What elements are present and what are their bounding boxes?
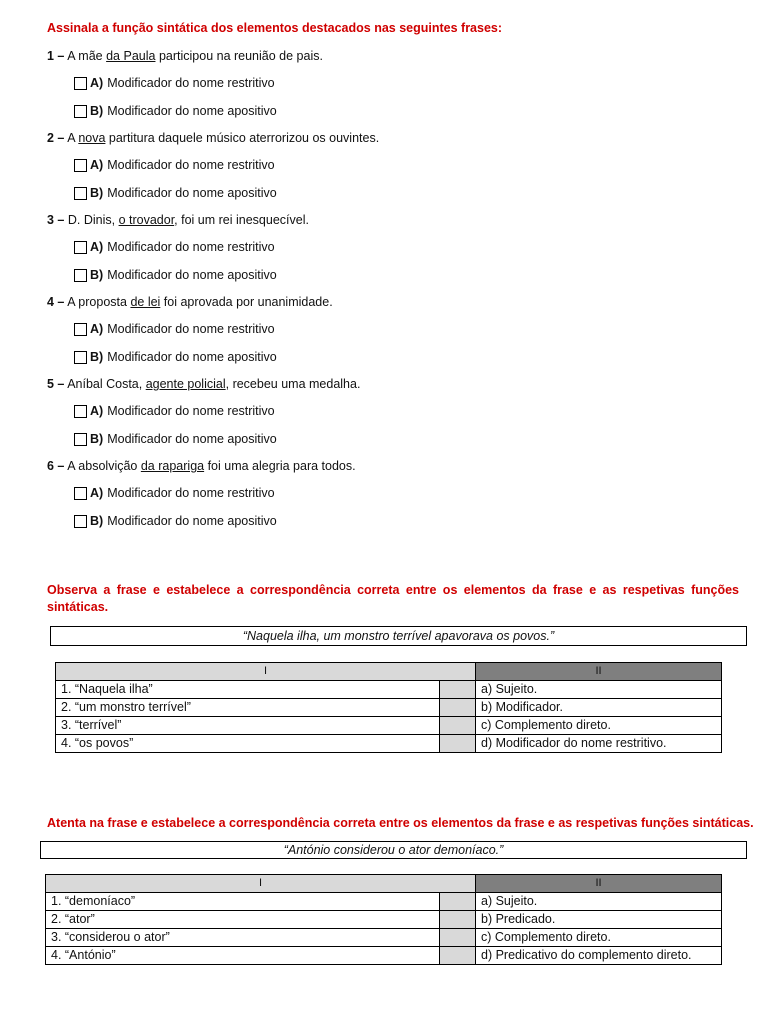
option-letter: B) (90, 186, 104, 200)
question-1 (47, 49, 323, 63)
table-cell-left: 2. “um monstro terrível” (56, 699, 440, 717)
option-text: Modificador do nome restritivo (107, 404, 275, 418)
question-number: 1 – (47, 49, 65, 63)
answer-cell[interactable] (440, 947, 476, 965)
question-3 (47, 213, 309, 227)
checkbox[interactable] (74, 187, 87, 200)
table-cell-right: a) Sujeito. (476, 681, 722, 699)
table-cell-left: 3. “terrível” (56, 717, 440, 735)
checkbox[interactable] (74, 269, 87, 282)
question-text-pre: D. Dinis, (67, 213, 119, 227)
highlighted-element: de lei (130, 295, 161, 309)
section2-title: Observa a frase e estabelece a correspondência correta entre os elementos da frase e as respetivas funções sintáticas. (47, 583, 739, 614)
option-letter: A) (90, 240, 104, 254)
question-text-pre: A proposta (67, 295, 131, 309)
option-letter: B) (90, 350, 104, 364)
option-letter: A) (90, 76, 104, 90)
option-text: Modificador do nome apositivo (107, 350, 277, 364)
checkbox[interactable] (74, 487, 87, 500)
checkbox[interactable] (74, 105, 87, 118)
checkbox[interactable] (74, 159, 87, 172)
question-5 (47, 377, 360, 391)
option-b[interactable] (74, 186, 277, 200)
checkbox[interactable] (74, 515, 87, 528)
option-letter: B) (90, 514, 104, 528)
option-a[interactable] (74, 158, 275, 172)
highlighted-element: agente policial (145, 377, 226, 391)
section3-title: Atenta na frase e estabelece a correspondência correta entre os elementos da frase e as respetivas funções sintáticas. (47, 816, 754, 830)
answer-cell[interactable] (440, 929, 476, 947)
question-text-post: participou na reunião de pais. (155, 49, 323, 63)
option-b[interactable] (74, 514, 277, 528)
section3-matching-table (45, 874, 722, 965)
question-number: 3 – (47, 213, 65, 227)
highlighted-element: da Paula (106, 49, 156, 63)
question-text-pre: A absolvição (67, 459, 141, 473)
table-cell-right: d) Modificador do nome restritivo. (476, 735, 722, 753)
option-a[interactable] (74, 486, 275, 500)
table-cell-left: 1. “Naquela ilha” (56, 681, 440, 699)
table-cell-left: 4. “os povos” (56, 735, 440, 753)
option-text: Modificador do nome apositivo (107, 268, 277, 282)
table-cell-left: 3. “considerou o ator” (46, 929, 440, 947)
answer-cell[interactable] (440, 735, 476, 753)
column-header-i: I (56, 663, 476, 681)
question-text-post: foi uma alegria para todos. (204, 459, 356, 473)
question-number: 6 – (47, 459, 65, 473)
question-6 (47, 459, 356, 473)
question-text-post: , recebeu uma medalha. (225, 377, 361, 391)
option-letter: A) (90, 404, 104, 418)
option-letter: B) (90, 432, 104, 446)
highlighted-element: da rapariga (140, 459, 205, 473)
highlighted-element: nova (78, 131, 106, 145)
column-header-ii: II (476, 663, 722, 681)
question-text-pre: A (67, 131, 79, 145)
table-cell-left: 1. “demoníaco” (46, 893, 440, 911)
answer-cell[interactable] (440, 681, 476, 699)
checkbox[interactable] (74, 241, 87, 254)
option-a[interactable] (74, 322, 275, 336)
table-cell-left: 2. “ator” (46, 911, 440, 929)
option-text: Modificador do nome restritivo (107, 322, 275, 336)
table-cell-left: 4. “António” (46, 947, 440, 965)
section1-title: Assinala a função sintática dos elementos destacados nas seguintes frases: (47, 21, 503, 35)
column-header-ii: II (476, 875, 722, 893)
option-a[interactable] (74, 76, 275, 90)
option-a[interactable] (74, 240, 275, 254)
option-text: Modificador do nome apositivo (107, 432, 277, 446)
question-number: 2 – (47, 131, 65, 145)
option-text: Modificador do nome apositivo (107, 104, 277, 118)
checkbox[interactable] (74, 351, 87, 364)
answer-cell[interactable] (440, 893, 476, 911)
answer-cell[interactable] (440, 911, 476, 929)
option-text: Modificador do nome apositivo (107, 186, 277, 200)
question-text-pre: Aníbal Costa, (67, 377, 146, 391)
option-letter: A) (90, 322, 104, 336)
option-b[interactable] (74, 432, 277, 446)
question-2 (47, 131, 379, 145)
section2-matching-table (55, 662, 722, 753)
question-text-post: , foi um rei inesquecível. (174, 213, 309, 227)
option-text: Modificador do nome restritivo (107, 486, 275, 500)
option-text: Modificador do nome restritivo (107, 158, 275, 172)
answer-cell[interactable] (440, 717, 476, 735)
option-letter: B) (90, 268, 104, 282)
option-text: Modificador do nome restritivo (107, 76, 275, 90)
question-text-pre: A mãe (67, 49, 107, 63)
question-text-post: foi aprovada por unanimidade. (160, 295, 333, 309)
checkbox[interactable] (74, 433, 87, 446)
answer-cell[interactable] (440, 699, 476, 717)
section2-quote: “Naquela ilha, um monstro terrível apavorava os povos.” (50, 626, 747, 646)
option-a[interactable] (74, 404, 275, 418)
table-cell-right: d) Predicativo do complemento direto. (476, 947, 722, 965)
section3-quote: “António considerou o ator demoníaco.” (40, 841, 747, 859)
option-letter: A) (90, 158, 104, 172)
option-text: Modificador do nome restritivo (107, 240, 275, 254)
question-text-post: partitura daquele músico aterrorizou os ouvintes. (105, 131, 380, 145)
column-header-i: I (46, 875, 476, 893)
table-cell-right: c) Complemento direto. (476, 717, 722, 735)
option-text: Modificador do nome apositivo (107, 514, 277, 528)
highlighted-element: o trovador (118, 213, 175, 227)
option-letter: B) (90, 104, 104, 118)
table-cell-right: c) Complemento direto. (476, 929, 722, 947)
checkbox[interactable] (74, 77, 87, 90)
table-cell-right: b) Modificador. (476, 699, 722, 717)
question-number: 4 – (47, 295, 65, 309)
option-b[interactable] (74, 350, 277, 364)
table-cell-right: b) Predicado. (476, 911, 722, 929)
option-b[interactable] (74, 104, 277, 118)
option-b[interactable] (74, 268, 277, 282)
question-4 (47, 295, 333, 309)
table-cell-right: a) Sujeito. (476, 893, 722, 911)
option-letter: A) (90, 486, 104, 500)
checkbox[interactable] (74, 323, 87, 336)
checkbox[interactable] (74, 405, 87, 418)
question-number: 5 – (47, 377, 65, 391)
